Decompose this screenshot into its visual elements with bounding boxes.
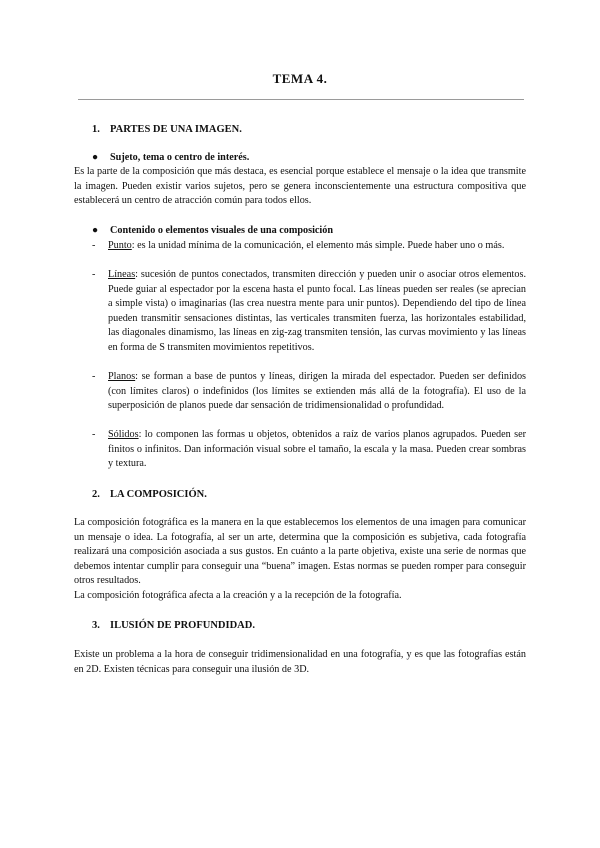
subject-paragraph: Es la parte de la composición que más destaca, es esencial porque establece el mensaje o la idea que transmite la imagen. Pueden existir varios sujetos, pero se genera inconscientemente una estructura compositiva que establecerá un centro de atracción común para todos ellos.: [74, 166, 526, 207]
section-title: PARTES DE UNA IMAGEN.: [110, 124, 242, 135]
section-number: 2.: [92, 489, 100, 500]
section-title: LA COMPOSICIÓN.: [110, 489, 207, 500]
content-heading: [92, 224, 333, 239]
composition-note: La composición fotográfica afecta a la creación y a la recepción de la fotografía.: [74, 590, 402, 601]
bullet-icon: ●: [92, 225, 99, 236]
term: Punto: [108, 240, 132, 251]
list-item-text: [108, 428, 526, 472]
definition: : lo componen las formas u objetos, obtenidos a raíz de varios planos agrupados. Pueden ser finitos o infinitos. Dan información visual sobre el tamaño, la escala y la masa. Pueden crear sombras y textura.: [108, 429, 526, 470]
dash-marker: -: [92, 240, 96, 251]
title-divider: [78, 99, 524, 100]
definition: : sucesión de puntos conectados, transmiten dirección y pueden unir o asociar otros elementos. Puede guiar al espectador por la escena hasta el punto focal. Las líneas pueden ser reales (se aprecian a simple vista) o imaginarias (las crea nuestra mente para unir puntos). Dependiendo del tipo de línea pueden transmitir sensaciones distintas, las verticales transmiten fuerza, las horizontales estabilidad, las diagonales dinamismo, las líneas en zig-zag transmiten tensión, las curvas movimiento y las líneas en forma de S transmiten movimientos repetitivos.: [108, 269, 526, 353]
dash-marker: -: [92, 429, 96, 440]
subject-heading: [92, 151, 249, 166]
section-3-heading: [92, 619, 255, 634]
composition-paragraph: La composición fotográfica es la manera en la que establecemos los elementos de una imagen para comunicar un mensaje o idea. La fotografía, al ser un arte, determina que la composición es subjetiva, cada fotografía realizará una composición asociada a sus gustos. En cuánto a la parte objetiva, existe una serie de normas que debemos intentar cumplir para conseguir una “buena” imagen. Estas normas se pueden romper para conseguir otros resultados.: [74, 517, 526, 587]
dash-marker: -: [92, 371, 96, 382]
subheading-text: Contenido o elementos visuales de una composición: [110, 225, 334, 236]
section-1-heading: [92, 123, 242, 138]
bullet-icon: ●: [92, 152, 99, 163]
definition: : es la unidad mínima de la comunicación, el elemento más simple. Puede haber uno o más.: [131, 240, 505, 251]
page-title: TEMA 4.: [272, 71, 328, 86]
section-number: 1.: [92, 124, 100, 135]
term: Planos: [108, 371, 136, 382]
subheading-text: Sujeto, tema o centro de interés.: [110, 152, 250, 163]
term: Líneas: [108, 269, 136, 280]
section-title: ILUSIÓN DE PROFUNDIDAD.: [110, 620, 255, 631]
dash-marker: -: [92, 269, 96, 280]
list-item-text: [108, 239, 526, 254]
list-item-text: [108, 370, 526, 414]
definition: : se forman a base de puntos y líneas, dirigen la mirada del espectador. Pueden ser definidos (con límites claros) o indefinidos (los límites se extienden más allá de la fotografía). El uso de la superposición de planos puede dar sensación de tridimensionalidad o profundidad.: [108, 371, 526, 412]
list-item-text: [108, 268, 526, 356]
section-number: 3.: [92, 620, 100, 631]
term: Sólidos: [108, 429, 139, 440]
depth-paragraph: Existe un problema a la hora de conseguir tridimensionalidad en una fotografía, y es que las fotografías están en 2D. Existen técnicas para conseguir una ilusión de 3D.: [74, 649, 526, 675]
section-2-heading: [92, 488, 207, 503]
